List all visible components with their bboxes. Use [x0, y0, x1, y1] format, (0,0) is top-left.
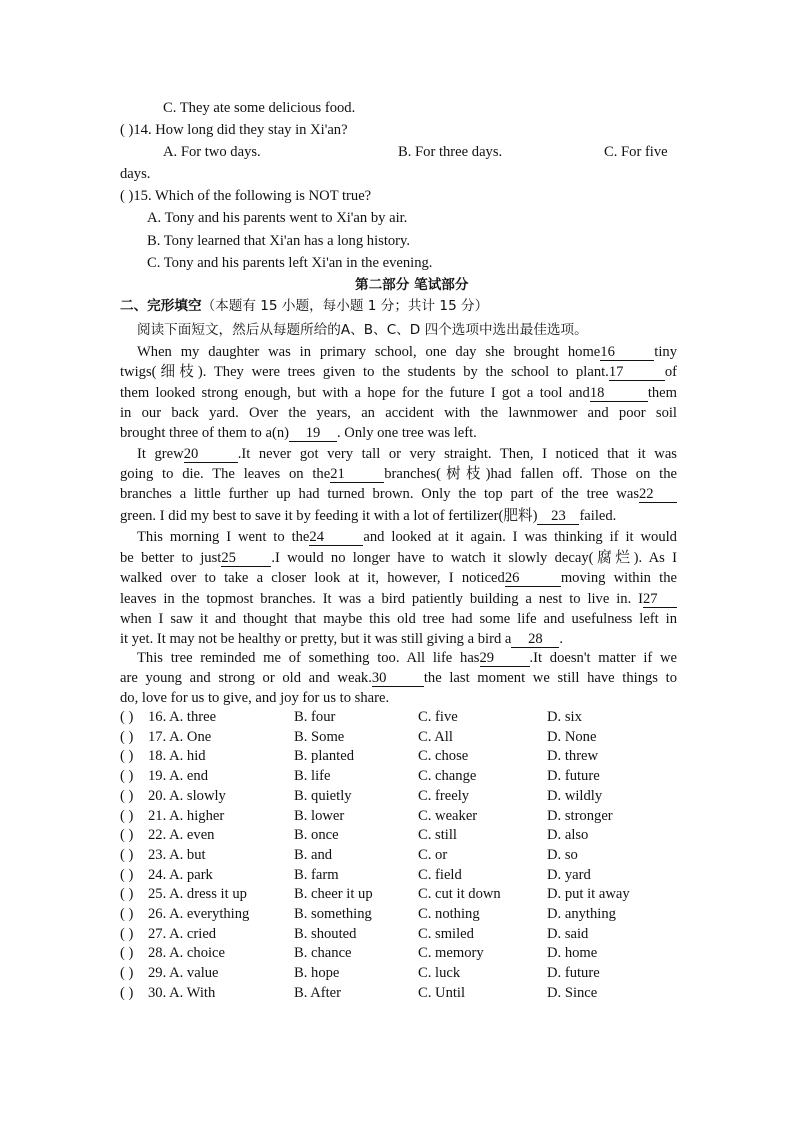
- option-c: C. nothing: [418, 906, 480, 922]
- option-b: B. Some: [294, 728, 345, 745]
- option-c: C. freely: [418, 787, 470, 804]
- passage-line: in our back yard. Over the years, an accident with the lawnmower and poor soil: [120, 405, 677, 421]
- passage-line: When my daughter was in primary school, one day she brought home16 tiny: [137, 344, 677, 360]
- option-c: C. still: [418, 827, 457, 844]
- option-d: D. home: [547, 945, 598, 962]
- blank-17[interactable]: 17: [609, 364, 665, 381]
- option-row: [0, 825, 794, 845]
- passage-line: do, love for us to give, and joy for us to share.: [120, 690, 390, 706]
- option-row: [0, 943, 794, 963]
- option-d: D. yard: [547, 866, 591, 883]
- answer-paren[interactable]: ( ): [120, 846, 134, 863]
- blank-24[interactable]: 24: [309, 529, 363, 546]
- option-a: 21. A. higher: [148, 807, 225, 824]
- passage-line: them looked strong enough, but with a hope for the future I got a tool and18 them: [120, 385, 677, 401]
- option-row: [0, 845, 794, 865]
- blank-18[interactable]: 18: [590, 385, 648, 402]
- option-b: B. farm: [294, 866, 339, 883]
- option-a: 26. A. everything: [148, 906, 250, 922]
- passage-line: twigs(细枝). They were trees given to the students by the school to plant.17 of: [120, 364, 677, 380]
- blank-29[interactable]: 29: [480, 650, 530, 667]
- q15-option-b: B. Tony learned that Xi'an has a long history.: [147, 233, 411, 249]
- part-title: 第二部分 笔试部分: [355, 277, 469, 293]
- passage-line: be better to just25 .I would no longer have to watch it slowly decay(腐烂). As I: [120, 550, 677, 566]
- option-b: B. hope: [294, 965, 340, 982]
- option-b: B. once: [294, 827, 339, 844]
- option-d: D. said: [547, 925, 589, 942]
- passage-line: it yet. It may not be healthy or pretty, but it was still giving a bird a 28 .: [120, 631, 564, 647]
- section-heading: [120, 296, 488, 316]
- passage-line: are young and strong or old and weak.30 the last moment we still have things to: [120, 670, 677, 686]
- blank-20[interactable]: 20: [184, 446, 238, 463]
- option-row: [0, 766, 794, 786]
- answer-paren[interactable]: ( ): [120, 906, 134, 922]
- option-d: D. threw: [547, 748, 599, 765]
- option-row: [0, 924, 794, 944]
- passage-line: when I saw it and thought that maybe this old tree had some life and usefulness left in: [120, 611, 677, 627]
- passage-line: brought three of them to a(n) 19 . Only one tree was left.: [120, 425, 477, 441]
- blank-22[interactable]: 22: [639, 486, 677, 503]
- option-row: [0, 746, 794, 766]
- option-d: D. so: [547, 846, 578, 863]
- option-b: B. shouted: [294, 925, 357, 942]
- option-c: C. smiled: [418, 925, 474, 942]
- option-b: B. and: [294, 846, 333, 863]
- option-a: 27. A. cried: [148, 925, 217, 942]
- option-c: C. change: [418, 768, 477, 785]
- option-d: D. future: [547, 768, 600, 785]
- option-a: 30. A. With: [148, 984, 216, 1001]
- q14-option-c-continued: days.: [120, 166, 151, 182]
- answer-paren[interactable]: ( ): [120, 748, 134, 765]
- option-row: [0, 806, 794, 826]
- option-row: [0, 963, 794, 983]
- option-d: D. wildly: [547, 787, 603, 804]
- passage-line: leaves in the topmost branches. It was a bird patiently building a nest to live in. I27: [120, 589, 677, 609]
- option-b: B. planted: [294, 748, 354, 765]
- option-a: 17. A. One: [148, 728, 212, 745]
- option-b: B. After: [294, 984, 342, 1001]
- option-b: B. cheer it up: [294, 886, 373, 903]
- answer-paren[interactable]: ( ): [120, 827, 134, 844]
- passage-line: walked over to take a closer look at it, however, I noticed26 moving within the: [120, 570, 677, 586]
- q14-option-a: A. For two days.: [163, 144, 261, 160]
- blank-26[interactable]: 26: [505, 570, 561, 587]
- answer-paren[interactable]: ( ): [120, 886, 134, 903]
- answer-paren[interactable]: ( ): [120, 945, 134, 962]
- section-note: （本题有 15 小题，每小题 1 分；共计 15 分）: [201, 298, 489, 314]
- option-b: B. something: [294, 906, 372, 922]
- blank-16[interactable]: 16: [600, 344, 654, 361]
- option-a: 23. A. but: [148, 846, 206, 863]
- option-a: 28. A. choice: [148, 945, 226, 962]
- option-c: C. memory: [418, 945, 484, 962]
- blank-30[interactable]: 30: [372, 670, 424, 687]
- option-c: C. field: [418, 866, 462, 883]
- answer-paren[interactable]: ( ): [120, 728, 134, 745]
- passage-line: going to die. The leaves on the21 branches(树枝)had fallen off. Those on the: [120, 466, 677, 482]
- option-a: 25. A. dress it up: [148, 886, 247, 903]
- option-d: D. also: [547, 827, 589, 844]
- answer-paren[interactable]: ( ): [120, 984, 134, 1001]
- answer-paren[interactable]: ( ): [120, 807, 134, 824]
- answer-paren[interactable]: ( ): [120, 768, 134, 785]
- option-d: D. Since: [547, 984, 598, 1001]
- blank-27[interactable]: 27: [643, 591, 677, 608]
- blank-21[interactable]: 21: [330, 466, 384, 483]
- q15-stem: ( )15. Which of the following is NOT true?: [120, 188, 372, 204]
- option-c: C. chose: [418, 748, 469, 765]
- option-c: C. All: [418, 728, 453, 745]
- section-title: 二、完形填空: [120, 298, 202, 314]
- option-c: C. five: [418, 709, 458, 725]
- option-row: [0, 983, 794, 1003]
- option-c: C. luck: [418, 965, 461, 982]
- option-d: D. stronger: [547, 807, 613, 824]
- option-row: [0, 865, 794, 885]
- option-c: C. or: [418, 846, 448, 863]
- q14-option-c: C. For five: [604, 144, 668, 160]
- passage-line: green. I did my best to save it by feeding it with a lot of fertilizer(肥料) 23 failed.: [120, 508, 617, 524]
- blank-19[interactable]: 19: [289, 425, 337, 442]
- option-a: 18. A. hid: [148, 748, 206, 765]
- q13-option-c: C. They ate some delicious food.: [163, 100, 356, 116]
- answer-paren[interactable]: ( ): [120, 925, 134, 942]
- option-b: B. quietly: [294, 787, 352, 804]
- passage-line: It grew20 .It never got very tall or very straight. Then, I noticed that it was: [137, 446, 677, 462]
- option-c: C. weaker: [418, 807, 478, 824]
- blank-25[interactable]: 25: [221, 550, 271, 567]
- answer-paren[interactable]: ( ): [120, 965, 134, 982]
- option-a: 20. A. slowly: [148, 787, 226, 804]
- option-a: 29. A. value: [148, 965, 219, 982]
- option-d: D. None: [547, 728, 597, 745]
- answer-paren[interactable]: ( ): [120, 787, 134, 804]
- option-d: D. anything: [547, 906, 616, 922]
- option-row: [0, 707, 794, 727]
- option-c: C. Until: [418, 984, 466, 1001]
- blank-28[interactable]: 28: [511, 631, 559, 648]
- option-a: 19. A. end: [148, 768, 208, 785]
- option-d: D. future: [547, 965, 600, 982]
- option-row: [0, 884, 794, 904]
- passage-line: This tree reminded me of something too. All life has29 .It doesn't matter if we: [137, 650, 677, 666]
- option-b: B. life: [294, 768, 331, 785]
- q14-stem: ( )14. How long did they stay in Xi'an?: [120, 122, 348, 138]
- option-a: 16. A. three: [148, 709, 217, 725]
- answer-paren[interactable]: ( ): [120, 122, 134, 138]
- option-b: B. four: [294, 709, 336, 725]
- answer-paren[interactable]: ( ): [120, 709, 134, 725]
- option-row: [0, 727, 794, 747]
- answer-paren[interactable]: ( ): [120, 188, 134, 204]
- option-b: B. lower: [294, 807, 345, 824]
- option-a: 24. A. park: [148, 866, 213, 883]
- option-d: D. put it away: [547, 886, 630, 903]
- option-a: 22. A. even: [148, 827, 215, 844]
- option-d: D. six: [547, 709, 582, 725]
- q15-option-a: A. Tony and his parents went to Xi'an by air.: [147, 210, 408, 226]
- passage-line: branches a little further up had turned brown. Only the top part of the tree was22: [120, 484, 677, 504]
- q14-option-b: B. For three days.: [398, 144, 503, 160]
- answer-paren[interactable]: ( ): [120, 866, 134, 883]
- blank-23[interactable]: 23: [537, 508, 579, 525]
- passage-line: This morning I went to the24 and looked at it again. I was thinking if it would: [137, 529, 677, 545]
- option-c: C. cut it down: [418, 886, 501, 903]
- option-row: [0, 904, 794, 924]
- option-b: B. chance: [294, 945, 352, 962]
- option-row: [0, 786, 794, 806]
- q15-option-c: C. Tony and his parents left Xi'an in the evening.: [147, 255, 433, 271]
- section-instruction: 阅读下面短文，然后从每题所给的A、B、C、D 四个选项中选出最佳选项。: [137, 322, 588, 338]
